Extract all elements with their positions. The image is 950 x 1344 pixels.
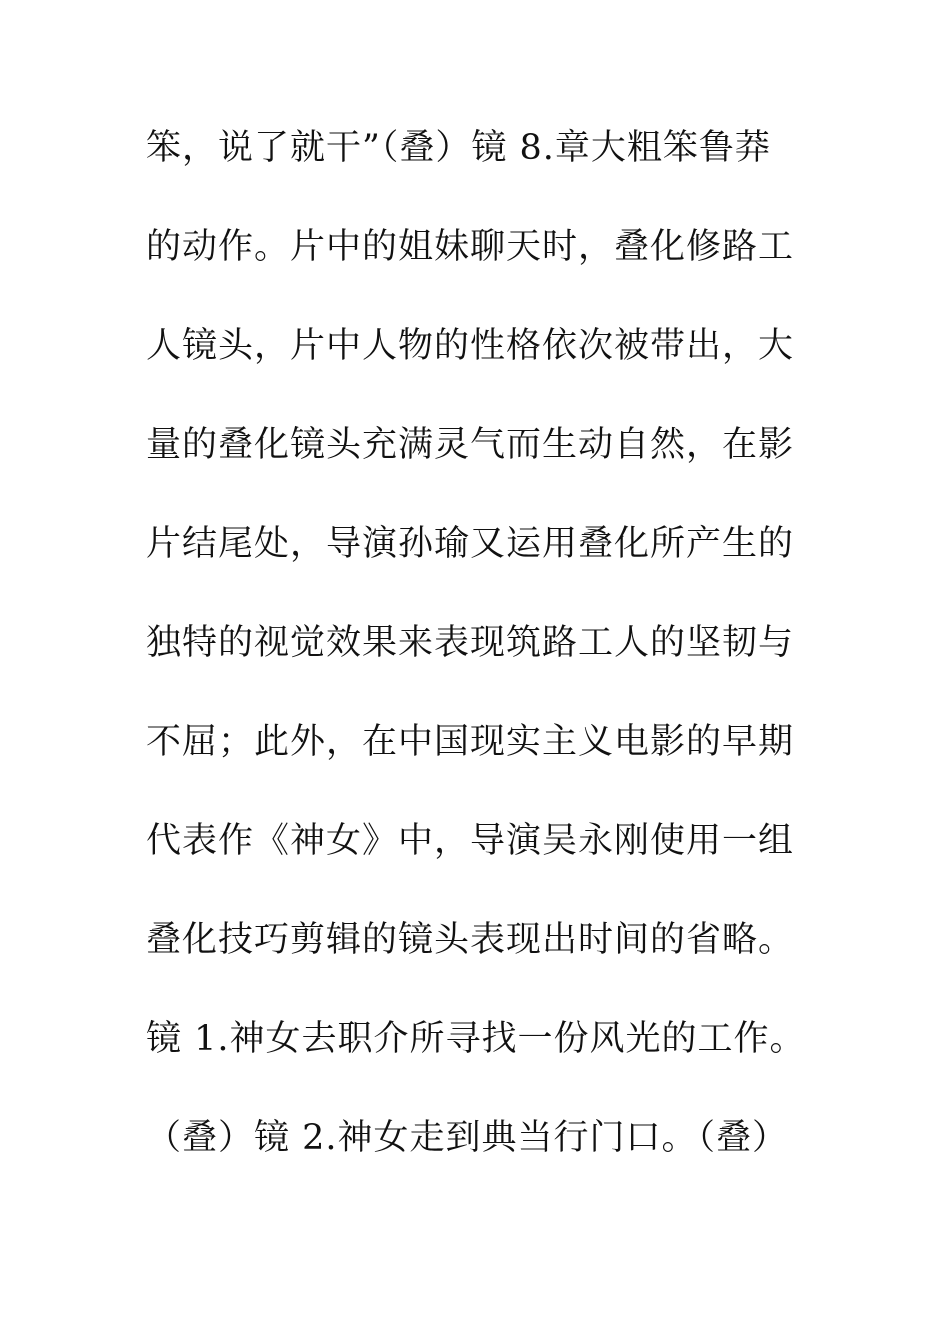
text-line: 人镜头，片中人物的性格依次被带出，大 [146, 326, 795, 366]
text-line: 镜 1.神女去职介所寻找一份风光的工作。 [146, 1019, 806, 1059]
text-line: 笨，说了就干”（叠）镜 8.章大粗笨鲁莽 [146, 128, 771, 168]
text-line: 独特的视觉效果来表现筑路工人的坚韧与 [146, 623, 795, 663]
body-text [146, 122, 826, 1211]
text-line: 片结尾处，导演孙瑜又运用叠化所产生的 [146, 524, 795, 564]
text-line: 不屈；此外，在中国现实主义电影的早期 [146, 722, 795, 762]
text-line: 量的叠化镜头充满灵气而生动自然，在影 [146, 425, 795, 465]
text-line: 的动作。片中的姐妹聊天时，叠化修路工 [146, 227, 795, 267]
text-line: 叠化技巧剪辑的镜头表现出时间的省略。 [146, 920, 795, 960]
text-line: 代表作《神女》中，导演吴永刚使用一组 [146, 821, 795, 861]
text-line: （叠）镜 2.神女走到典当行门口。（叠） [146, 1118, 789, 1158]
